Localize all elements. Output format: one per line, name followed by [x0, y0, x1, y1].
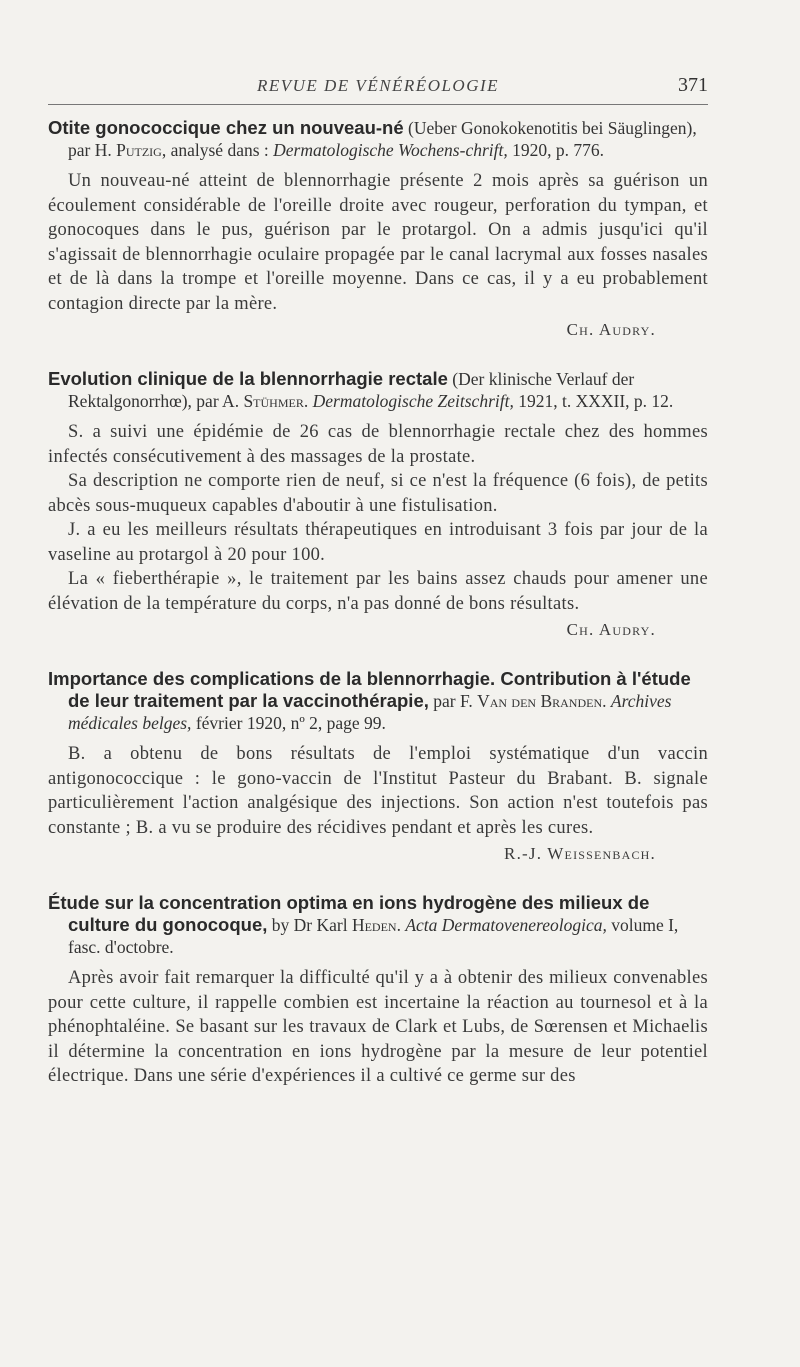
article-vaccinotherapie — [48, 668, 708, 864]
article-paragraph: B. a obtenu de bons résultats de l'emploi systématique d'un vaccin antigonococcique : le gono-vaccin de l'Institut Pasteur du Brabant. B. signale particulièrement l'action analgésique des injections. Son action n'est toutefois pas constante ; B. a vu se produire des récidives pendant et après les cures. — [48, 744, 708, 838]
journal-title: REVUE DE VÉNÉRÉOLOGIE — [256, 76, 500, 95]
article-title: Étude sur la concentration optima en ions hydrogène des milieux de culture du gonocoque, — [48, 892, 650, 935]
article-source: (Ueber Gonokokenotitis bei Säuglingen), par H. — [68, 118, 697, 160]
article-heading — [48, 892, 708, 958]
article-title: Otite gonococcique chez un nouveau-né — [48, 117, 404, 138]
article-source: (Der klinische Verlauf der Rektalgonorrhœ), par A. — [68, 369, 635, 411]
article-source: 1921, t. XXXII, p. 12. — [513, 391, 674, 411]
article-source: par F. — [428, 691, 478, 711]
journal-page — [48, 70, 708, 1117]
article-paragraph: Après avoir fait remarquer la difficulté qu'il y a à obtenir des milieux convenables pour cette culture, il rappelle combien est incertaine la réaction au tournesol et à la phénophtaléine. Se basant sur les travaux de Clark et Lubs, de Sœrensen et Michaelis il détermine la concentration en ions hydrogène par la mesure de leur potentiel électrique. Dans une série d'expériences il a cultivé ce germe sur des — [48, 968, 708, 1086]
article-blennorrhagie-rectale — [48, 368, 708, 640]
article-author: Heden — [351, 915, 397, 935]
article-author: Putzig — [116, 140, 162, 160]
article-source: février 1920, nº 2, page 99. — [191, 713, 386, 733]
article-source: 1920, p. 776. — [507, 140, 604, 160]
article-heading — [48, 668, 708, 734]
article-paragraph: La « fieberthérapie », le traitement par les bains assez chauds pour amener une élévation de la température du corps, n'a pas donné de bons résultats. — [48, 569, 708, 614]
article-heading — [48, 117, 708, 161]
article-source: . — [396, 915, 406, 935]
article-source: . — [303, 391, 313, 411]
article-signature: R.-J. Weissenbach. — [504, 844, 656, 863]
article-paragraph: J. a eu les meilleurs résultats thérapeutiques en introduisant 3 fois par jour de la vaseline au protargol à 20 pour 100. — [48, 520, 708, 565]
running-header — [48, 70, 708, 105]
article-otite-gonococcique — [48, 117, 708, 340]
article-source: . — [602, 691, 611, 711]
page-number: 371 — [678, 74, 708, 96]
article-heading — [48, 368, 708, 412]
article-source: volume I, fasc. d'octobre. — [68, 915, 679, 957]
article-signature: Ch. Audry. — [566, 320, 656, 339]
article-source: , analysé dans : — [161, 140, 274, 160]
article-paragraph: Un nouveau-né atteint de blennorrhagie présente 2 mois après sa guérison un écoulement considérable de l'oreille droite avec rougeur, perforation du tympan, et gonocoques dans le pus, guérison par le protargol. On a admis jusqu'ici qu'il s'agissait de blennorrhagie oculaire propagée par le canal lacrymal aux fosses nasales et de là dans la trompe et l'oreille moyenne. Dans ce cas, il y a eu probablement contagion directe par la mère. — [48, 171, 708, 314]
article-title: Evolution clinique de la blennorrhagie rectale — [48, 368, 448, 389]
article-journal: Dermatologische Zeitschrift, — [312, 391, 514, 411]
article-title: Importance des complications de la blennorrhagie. Contribution à l'étude de leur traitement par la vaccinothérapie, — [48, 668, 691, 711]
article-ions-hydrogene — [48, 892, 708, 1089]
article-paragraph: Sa description ne comporte rien de neuf, si ce n'est la fréquence (6 fois), de petits abcès sous-muqueux capables d'aboutir à une fistulisation. — [48, 471, 708, 516]
article-journal: Dermatologische Wochens-chrift, — [273, 140, 508, 160]
article-journal: Archives médicales belges, — [68, 691, 672, 733]
article-author: Van den Branden — [477, 691, 603, 711]
article-source: by Dr Karl — [267, 915, 352, 935]
article-signature: Ch. Audry. — [566, 620, 656, 639]
article-author: Stühmer — [243, 391, 304, 411]
article-journal: Acta Dermatovenereologica, — [405, 915, 607, 935]
article-paragraph: S. a suivi une épidémie de 26 cas de blennorrhagie rectale chez des hommes infectés consécutivement à des massages de la prostate. — [48, 422, 708, 467]
